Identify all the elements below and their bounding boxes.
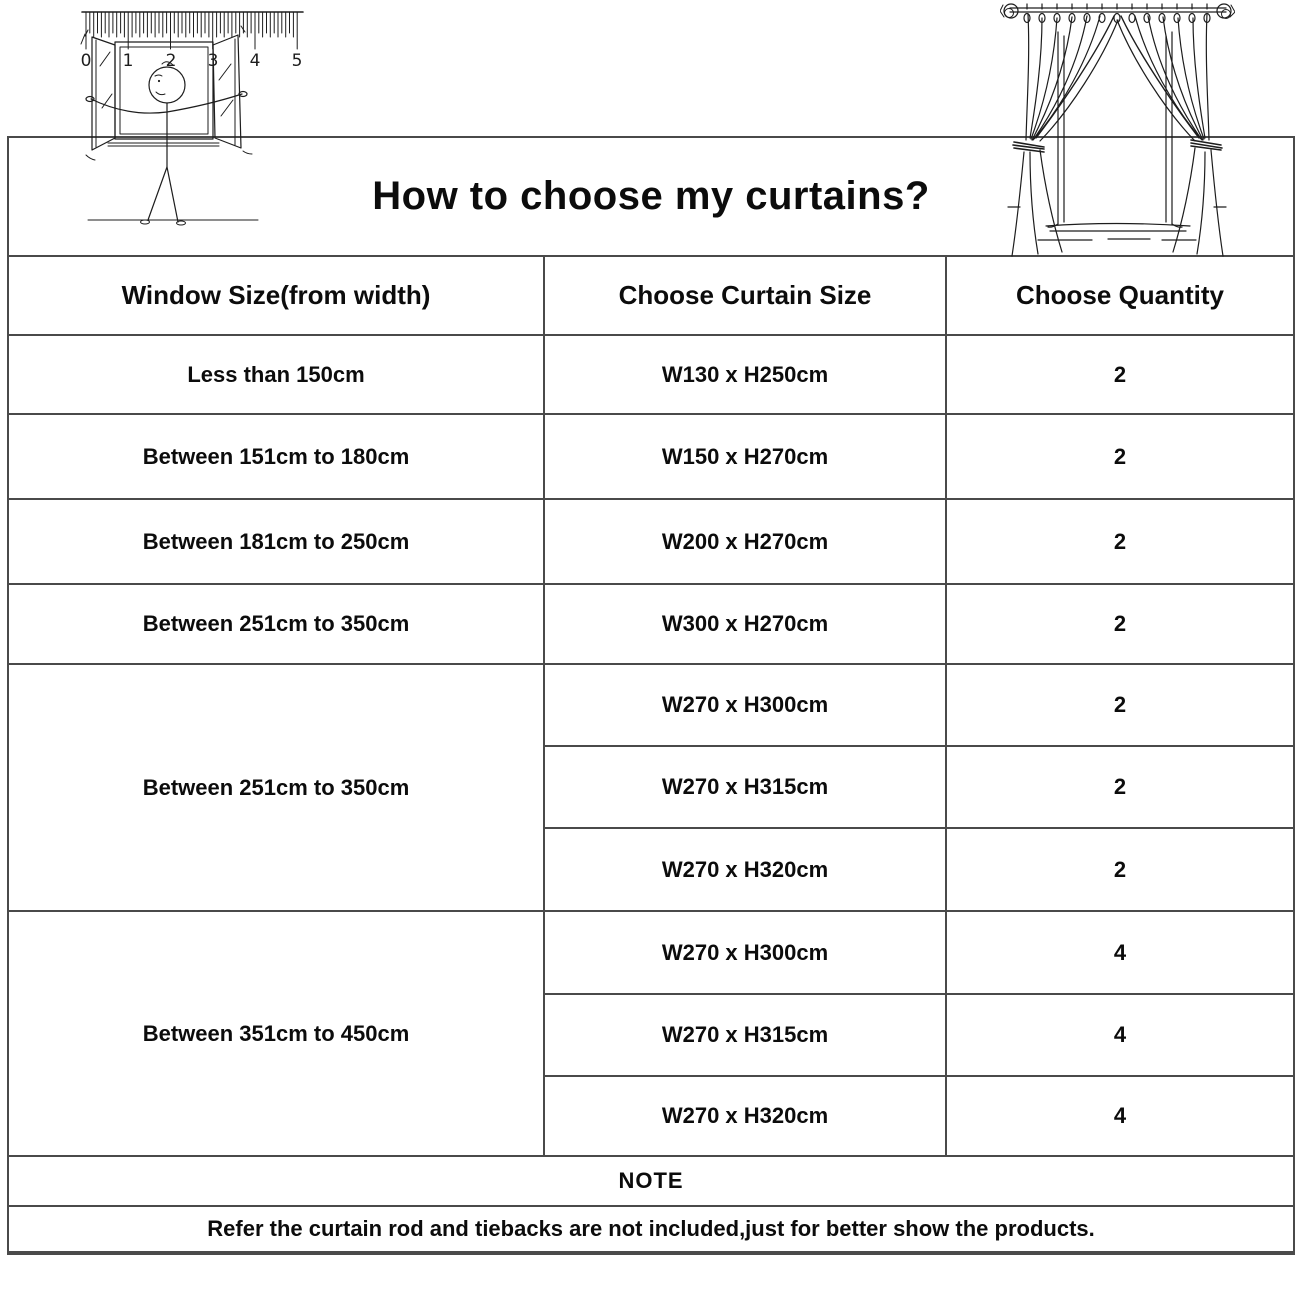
table-row bbox=[8, 664, 1294, 746]
quantity-cell: 2 bbox=[946, 414, 1294, 499]
curtain-size-cell: W200 x H270cm bbox=[544, 499, 946, 584]
note-label: NOTE bbox=[8, 1156, 1294, 1206]
curtain-size-cell: W270 x H300cm bbox=[544, 664, 946, 746]
window-size-cell-group: Between 251cm to 350cm bbox=[8, 664, 544, 911]
quantity-cell: 2 bbox=[946, 584, 1294, 664]
table-row bbox=[8, 414, 1294, 499]
ruler-number: 3 bbox=[207, 51, 219, 71]
curtain-size-cell: W270 x H315cm bbox=[544, 994, 946, 1076]
note-text: Refer the curtain rod and tiebacks are not included,just for better show the products. bbox=[8, 1206, 1294, 1253]
curtain-size-cell: W300 x H270cm bbox=[544, 584, 946, 664]
col-header-window-size: Window Size(from width) bbox=[8, 256, 544, 335]
curtain-size-cell: W150 x H270cm bbox=[544, 414, 946, 499]
quantity-cell: 2 bbox=[946, 499, 1294, 584]
quantity-cell: 2 bbox=[946, 335, 1294, 414]
window-size-cell: Between 181cm to 250cm bbox=[8, 499, 544, 584]
window-size-cell: Between 251cm to 350cm bbox=[8, 584, 544, 664]
table-row bbox=[8, 335, 1294, 414]
quantity-cell: 4 bbox=[946, 911, 1294, 994]
table-row bbox=[8, 499, 1294, 584]
page-title: How to choose my curtains? bbox=[8, 137, 1294, 256]
ruler-number: 1 bbox=[122, 51, 134, 71]
table-row bbox=[8, 911, 1294, 994]
ruler-number: 5 bbox=[291, 51, 303, 71]
curtain-size-cell: W270 x H320cm bbox=[544, 828, 946, 911]
table-row bbox=[8, 584, 1294, 664]
curtain-rings bbox=[1024, 4, 1210, 23]
ruler-sketch bbox=[81, 12, 303, 71]
quantity-cell: 2 bbox=[946, 746, 1294, 828]
ruler-number: 4 bbox=[249, 51, 261, 71]
window-size-cell-group: Between 351cm to 450cm bbox=[8, 911, 544, 1156]
col-header-quantity: Choose Quantity bbox=[946, 256, 1294, 335]
ruler-number: 2 bbox=[165, 51, 177, 71]
window-size-cell: Less than 150cm bbox=[8, 335, 544, 414]
quantity-cell: 4 bbox=[946, 994, 1294, 1076]
curtain-rod-sketch bbox=[1000, 4, 1235, 23]
quantity-cell: 2 bbox=[946, 664, 1294, 746]
curtain-size-cell: W270 x H320cm bbox=[544, 1076, 946, 1156]
curtain-size-table bbox=[7, 136, 1295, 1255]
quantity-cell: 2 bbox=[946, 828, 1294, 911]
curtain-size-cell: W270 x H315cm bbox=[544, 746, 946, 828]
window-size-cell: Between 151cm to 180cm bbox=[8, 414, 544, 499]
quantity-cell: 4 bbox=[946, 1076, 1294, 1156]
col-header-curtain-size: Choose Curtain Size bbox=[544, 256, 946, 335]
curtain-size-cell: W270 x H300cm bbox=[544, 911, 946, 994]
ruler-number: 0 bbox=[80, 51, 92, 71]
curtain-size-cell: W130 x H250cm bbox=[544, 335, 946, 414]
